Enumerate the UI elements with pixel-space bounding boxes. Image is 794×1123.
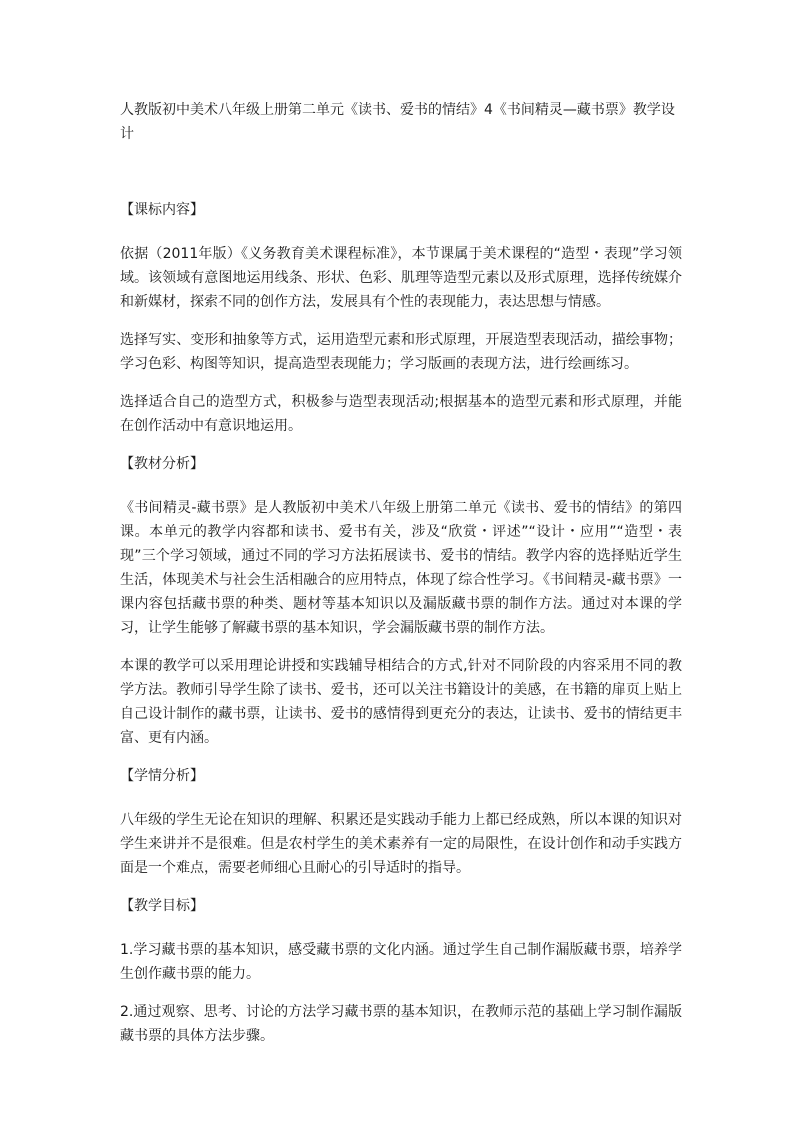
section-heading-textbook-analysis: 【教材分析】 — [120, 456, 204, 472]
paragraph: 《书间精灵-藏书票》是人教版初中美术八年级上册第二单元《读书、爱书的情结》的第四课。本单元的教学内容都和读书、爱书有关，涉及“欣赏・评述”“设计・应用”“造型・表现”三个学习领域，通过不同的学习方法拓展读书、爱书的情结。教学内容的选择贴近学生生活，体现美术与社会生活相融合的应用特点，体现了综合性学习。《书间精灵-藏书票》一课内容包括藏书票的种类、题材等基本知识以及漏版藏书票的制作方法。通过对本课的学习，让学生能够了解藏书票的基本知识，学会漏版藏书票的制作方法。 — [120, 500, 682, 636]
paragraph: 选择适合自己的造型方式，积极参与造型表现活动;根据基本的造型元素和形式原理，并能在创作活动中有意识地运用。 — [120, 394, 682, 434]
document-page — [120, 98, 682, 1048]
paragraph: 依据（2011年版）《义务教育美术课程标准》，本节课属于美术课程的“造型・表现”学习领域。该领域有意图地运用线条、形状、色彩、肌理等造型元素以及形式原理，选择传统媒介和新媒材，探索不同的创作方法，发展具有个性的表现能力，表达思想与情感。 — [120, 246, 682, 310]
paragraph: 1.学习藏书票的基本知识，感受藏书票的文化内涵。通过学生自己制作漏版藏书票，培养学生创作藏书票的能力。 — [120, 942, 682, 982]
section-heading-teaching-objectives: 【教学目标】 — [120, 898, 204, 914]
paragraph: 八年级的学生无论在知识的理解、积累还是实践动手能力上都已经成熟，所以本课的知识对学生来讲并不是很难。但是农村学生的美术素养有一定的局限性，在设计创作和动手实践方面是一个难点，需要老师细心且耐心的引导适时的指导。 — [120, 812, 682, 876]
paragraph: 选择写实、变形和抽象等方式，运用造型元素和形式原理，开展造型表现活动，描绘事物；学习色彩、构图等知识，提高造型表现能力；学习版画的表现方法，进行绘画练习。 — [120, 332, 682, 372]
section-heading-student-analysis: 【学情分析】 — [120, 768, 204, 784]
section-heading-curriculum-standard: 【课标内容】 — [120, 202, 204, 218]
paragraph: 本课的教学可以采用理论讲授和实践辅导相结合的方式,针对不同阶段的内容采用不同的教学方法。教师引导学生除了读书、爱书，还可以关注书籍设计的美感，在书籍的扉页上贴上自己设计制作的藏书票，让读书、爱书的感情得到更充分的表达，让读书、爱书的情结更丰富、更有内涵。 — [120, 658, 682, 746]
paragraph: 2.通过观察、思考、讨论的方法学习藏书票的基本知识，在教师示范的基础上学习制作漏版藏书票的具体方法步骤。 — [120, 1004, 682, 1044]
document-title: 人教版初中美术八年级上册第二单元《读书、爱书的情结》4《书间精灵—藏书票》教学设计 — [120, 102, 675, 142]
